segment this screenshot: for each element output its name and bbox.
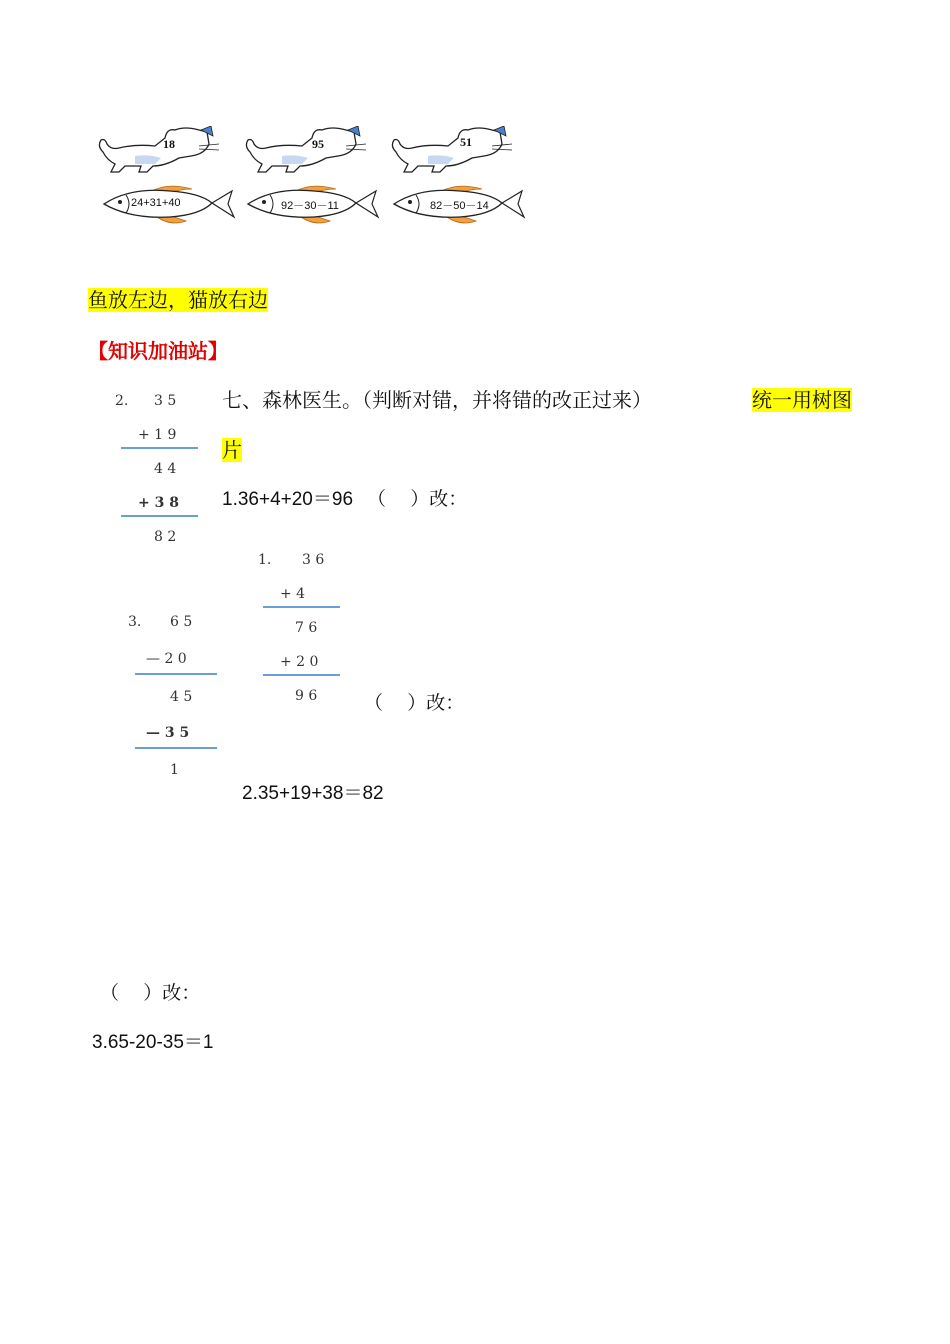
problem-equation: 1.36+4+20＝96 bbox=[222, 489, 354, 510]
cat-1 bbox=[95, 126, 220, 174]
section-title: 七、森林医生。（判断对错，并将错的改正过来） bbox=[222, 388, 652, 412]
cat-icon bbox=[242, 126, 367, 174]
calc-result: 9 6 bbox=[295, 688, 318, 704]
section-note-line1: 统一用树图 bbox=[752, 388, 852, 412]
fish-expression: 92－30－11 bbox=[281, 200, 339, 212]
fish-expression: 82－50－14 bbox=[430, 200, 489, 212]
calc-operand: 6 5 bbox=[170, 614, 193, 630]
fish-2 bbox=[244, 183, 380, 227]
calc-partial: 4 5 bbox=[170, 689, 193, 705]
problem-2-equation: 2.35+19+38＝82 bbox=[242, 783, 384, 804]
section-note-line2: 片 bbox=[222, 438, 242, 462]
calc-step: + 2 0 bbox=[280, 654, 319, 670]
calc-step: + 3 8 bbox=[138, 495, 179, 511]
knowledge-title: 【知识加油站】 bbox=[88, 339, 228, 363]
problem-3-judge: （ ）改： bbox=[100, 983, 201, 1004]
calc-line bbox=[135, 673, 217, 675]
calc-result: 1 bbox=[170, 762, 179, 778]
calc-label: 1. bbox=[258, 552, 272, 568]
calc-result: 8 2 bbox=[154, 529, 177, 545]
fish-3 bbox=[390, 183, 526, 227]
problem-judge: （ ）改： bbox=[367, 489, 468, 510]
cat-3 bbox=[388, 126, 513, 174]
problem-3-equation: 3.65-20-35＝1 bbox=[92, 1032, 214, 1053]
calc-line bbox=[135, 747, 217, 749]
calc-line bbox=[263, 606, 340, 608]
calc-step: + 4 bbox=[280, 586, 306, 602]
problem-2-judge: （ ）改： bbox=[364, 693, 465, 714]
cat-number: 95 bbox=[312, 137, 324, 151]
calc-label: 2. bbox=[115, 393, 129, 409]
problem-1 bbox=[222, 484, 467, 511]
cat-icon bbox=[95, 126, 220, 174]
fish-1 bbox=[100, 183, 236, 227]
calc-operand: 3 5 bbox=[154, 393, 177, 409]
calc-step: — 3 5 bbox=[146, 725, 190, 741]
calc-partial: 4 4 bbox=[154, 461, 177, 477]
calc-step: — 2 0 bbox=[146, 651, 187, 667]
calc-partial: 7 6 bbox=[295, 620, 318, 636]
cat-icon bbox=[388, 126, 513, 174]
cat-number: 51 bbox=[460, 135, 472, 149]
calc-line bbox=[121, 447, 198, 449]
fish-expression: 24+31+40 bbox=[131, 197, 181, 209]
cat-2 bbox=[242, 126, 367, 174]
calc-line bbox=[263, 674, 340, 676]
calc-step: + 1 9 bbox=[138, 427, 177, 443]
calc-line bbox=[121, 515, 198, 517]
instruction-highlight: 鱼放左边，猫放右边 bbox=[88, 288, 268, 312]
calc-label: 3. bbox=[128, 614, 142, 630]
cat-number: 18 bbox=[163, 137, 175, 151]
calc-operand: 3 6 bbox=[302, 552, 325, 568]
